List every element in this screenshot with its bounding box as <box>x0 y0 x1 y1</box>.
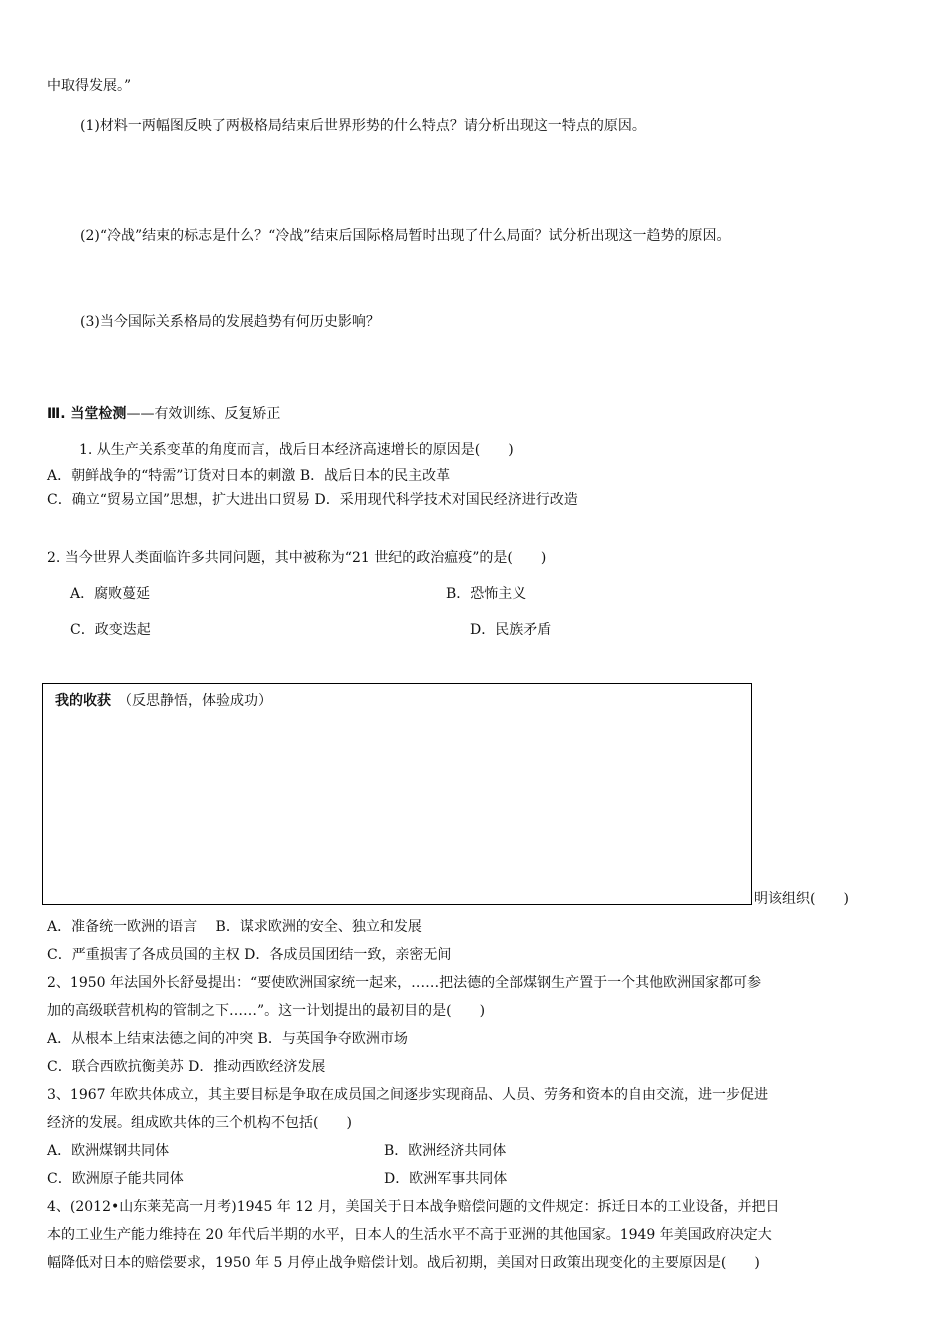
extra-q4-line-3: 幅降低对日本的赔偿要求，1950 年 5 月停止战争赔偿计划。战后初期，美国对日政策出现变化的主要原因是( ) <box>47 1255 760 1271</box>
extra-q1-options-ab: A．准备统一欧洲的语言 B．谋求欧洲的安全、独立和发展 <box>47 919 422 935</box>
test-q1-options-ab: A．朝鲜战争的“特需”订货对日本的刺激 B．战后日本的民主改革 <box>47 468 451 484</box>
section-heading-rest: ——有效训练、反复矫正 <box>126 406 281 422</box>
test-q2-stem: 2. 当今世界人类面临许多共同问题，其中被称为“21 世纪的政治瘟疫”的是( ) <box>47 550 547 566</box>
section-heading-bold: Ⅲ. 当堂检测 <box>47 406 127 422</box>
extra-q3-line-2: 经济的发展。组成欧共体的三个机构不包括( ) <box>47 1115 352 1131</box>
extra-q4-line-1: 4、(2012•山东莱芜高一月考)1945 年 12 月，美国关于日本战争赔偿问题的文件规定：拆迁日本的工业设备，并把日 <box>47 1199 780 1215</box>
test-q1-options-cd: C．确立“贸易立国”思想，扩大进出口贸易 D．采用现代科学技术对国民经济进行改造 <box>47 492 578 508</box>
test-q2-option-c: C．政变迭起 <box>70 622 151 638</box>
extra-q1-options-cd: C．严重损害了各成员国的主权 D．各成员国团结一致，亲密无间 <box>47 947 452 963</box>
harvest-subtitle: （反思静悟，体验成功） <box>125 693 272 709</box>
test-q1-stem: 1. 从生产关系变革的角度而言，战后日本经济高速增长的原因是( ) <box>79 442 514 458</box>
harvest-box <box>42 683 752 905</box>
question-2: (2)“冷战”结束的标志是什么？“冷战”结束后国际格局暂时出现了什么局面？试分析出现这一趋势的原因。 <box>80 228 731 244</box>
extra-q2-options-ab: A．从根本上结束法德之间的冲突 B．与英国争夺欧洲市场 <box>47 1031 408 1047</box>
intro-line: 中取得发展。” <box>47 78 132 94</box>
test-q2-option-d: D．民族矛盾 <box>470 622 552 638</box>
extra-q3-option-d: D．欧洲军事共同体 <box>384 1171 508 1187</box>
extra-q3-line-1: 3、1967 年欧共体成立，其主要目标是争取在成员国之间逐步实现商品、人员、劳务和资本的自由交流，进一步促进 <box>47 1087 768 1103</box>
question-1: (1)材料一两幅图反映了两极格局结束后世界形势的什么特点？请分析出现这一特点的原因。 <box>80 118 646 134</box>
section-heading <box>47 404 280 424</box>
test-q2-option-b: B．恐怖主义 <box>446 586 527 602</box>
extra-q3-option-b: B．欧洲经济共同体 <box>384 1143 507 1159</box>
harvest-title <box>55 690 272 710</box>
extra-q2-line-1: 2、1950 年法国外长舒曼提出：“要使欧洲国家统一起来，……把法德的全部煤钢生产置于一个其他欧洲国家都可参 <box>47 975 762 991</box>
extra-q4-line-2: 本的工业生产能力维持在 20 年代后半期的水平，日本人的生活水平不高于亚洲的其他国家。1949 年美国政府决定大 <box>47 1227 772 1243</box>
question-3: (3)当今国际关系格局的发展趋势有何历史影响？ <box>80 314 380 330</box>
test-q2-option-a: A．腐败蔓延 <box>70 586 151 602</box>
extra-q2-options-cd: C．联合西欧抗衡美苏 D．推动西欧经济发展 <box>47 1059 326 1075</box>
extra-q2-line-2: 加的高级联营机构的管制之下……”。这一计划提出的最初目的是( ) <box>47 1003 486 1019</box>
harvest-title-label: 我的收获 <box>55 693 111 709</box>
extra-q3-option-c: C．欧洲原子能共同体 <box>47 1171 184 1187</box>
extra-q3-option-a: A．欧洲煤钢共同体 <box>47 1143 170 1159</box>
overflow-question-tail: 明该组织( ) <box>754 891 849 907</box>
